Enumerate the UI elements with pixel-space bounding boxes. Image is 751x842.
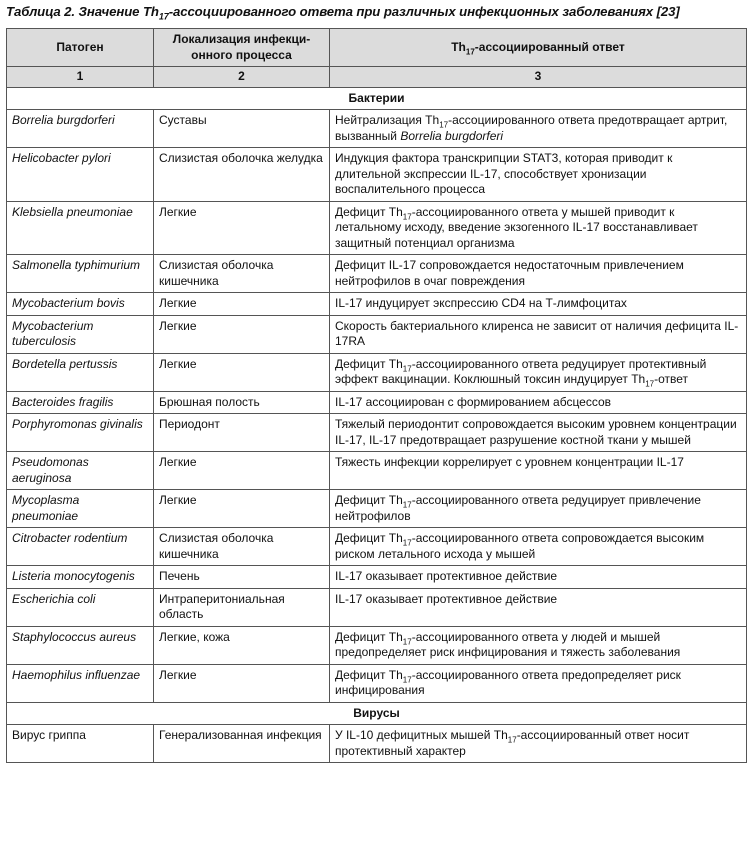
response-text: 17 — [402, 211, 412, 221]
response-text: Индукция фактора транскрипции STAT3, которая приводит к длительной экспрессии IL-17, способствует хронизации воспалительного процесса — [335, 151, 673, 196]
pathogen-cell: Вирус гриппа — [7, 725, 154, 763]
response-text: Borrelia burgdorferi — [400, 128, 504, 143]
response-text: IL-17 индуцирует экспрессию CD4 на Т-лимфоцитах — [335, 296, 627, 310]
response-text: 17 — [507, 735, 517, 745]
table-row — [7, 452, 747, 490]
header-location: Локализация инфекци- онного процесса — [154, 29, 330, 67]
header-pathogen: Патоген — [7, 29, 154, 67]
section-row — [7, 87, 747, 110]
response-cell — [330, 725, 747, 763]
location-cell: Легкие, кожа — [154, 626, 330, 664]
response-text: -ассоциированного ответа сопровождается высоким риском летального исхода у мышей — [335, 531, 705, 561]
pathogen-cell: Pseudomonas aeruginosa — [7, 452, 154, 490]
header-number-3: 3 — [330, 67, 747, 88]
location-cell: Легкие — [154, 353, 330, 391]
response-text: -ответ — [654, 372, 689, 386]
table-row — [7, 528, 747, 566]
response-cell — [330, 566, 747, 589]
pathogen-cell: Mycobacterium bovis — [7, 293, 154, 316]
table-row — [7, 391, 747, 414]
response-text: 17 — [439, 120, 449, 130]
response-text: IL-17 оказывает протективное действие — [335, 569, 558, 583]
response-cell — [330, 391, 747, 414]
response-cell — [330, 452, 747, 490]
pathogen-cell: Mycoplasma pneumoniae — [7, 490, 154, 528]
response-text: У IL-10 дефицитных мышей Th — [335, 728, 508, 742]
response-cell — [330, 148, 747, 202]
data-table — [6, 28, 747, 763]
response-text: IL-17 оказывает протективное действие — [335, 591, 558, 606]
table-row — [7, 353, 747, 391]
response-text: Дефицит Th — [335, 629, 403, 644]
location-cell: Слизистая оболочка желудка — [154, 148, 330, 202]
response-text: 17 — [402, 674, 412, 684]
pathogen-cell: Klebsiella pneumoniae — [7, 201, 154, 255]
response-text: Дефицит Th — [335, 531, 403, 545]
response-text: Дефицит Th — [335, 493, 403, 507]
response-cell — [330, 664, 747, 702]
response-text: -ассоциированного ответа предотвращает артрит, вызванный — [335, 113, 728, 143]
response-text: Дефицит Th — [335, 667, 403, 682]
location-cell: Генерализованная инфекция — [154, 725, 330, 763]
response-cell — [330, 315, 747, 353]
response-text: Дефицит Th — [335, 204, 403, 219]
pathogen-cell: Salmonella typhimurium — [7, 255, 154, 293]
response-text: IL-17 ассоциирован с формированием абсцессов — [335, 394, 612, 409]
response-text: 17 — [402, 538, 412, 548]
header-number-2: 2 — [154, 67, 330, 88]
response-text: 17 — [645, 379, 655, 389]
table-row — [7, 293, 747, 316]
response-text: Нейтрализация Th — [335, 113, 440, 127]
response-text: 17 — [402, 500, 412, 510]
location-cell: Легкие — [154, 293, 330, 316]
section-row — [7, 702, 747, 725]
table-row — [7, 664, 747, 702]
header-number-1: 1 — [7, 67, 154, 88]
location-cell: Легкие — [154, 452, 330, 490]
section-title: Бактерии — [7, 87, 747, 110]
response-text: Тяжесть инфекции коррелирует с уровнем концентрации IL-17 — [335, 455, 684, 469]
response-cell — [330, 201, 747, 255]
pathogen-cell: Bordetella pertussis — [7, 353, 154, 391]
pathogen-cell: Helicobacter pylori — [7, 148, 154, 202]
pathogen-cell: Citrobacter rodentium — [7, 528, 154, 566]
response-cell — [330, 293, 747, 316]
response-cell — [330, 588, 747, 626]
response-cell — [330, 255, 747, 293]
response-cell — [330, 110, 747, 148]
location-cell: Слизистая оболочка кишечника — [154, 255, 330, 293]
table-header — [7, 29, 747, 88]
table-row — [7, 566, 747, 589]
response-cell — [330, 528, 747, 566]
table-row — [7, 148, 747, 202]
table-row — [7, 588, 747, 626]
pathogen-cell: Listeria monocytogenis — [7, 566, 154, 589]
table-row — [7, 315, 747, 353]
pathogen-cell: Escherichia coli — [7, 588, 154, 626]
table-body — [7, 87, 747, 763]
table-row — [7, 255, 747, 293]
pathogen-cell: Borrelia burgdorferi — [7, 110, 154, 148]
response-cell — [330, 626, 747, 664]
table-row — [7, 201, 747, 255]
table-row — [7, 725, 747, 763]
response-cell — [330, 490, 747, 528]
table-row — [7, 110, 747, 148]
response-text: -ассоциированного ответа редуцирует протективный эффект вакцинации. Коклюшный токсин индуцирует Th — [335, 356, 707, 386]
response-text: 17 — [402, 636, 412, 646]
pathogen-cell: Haemophilus influenzae — [7, 664, 154, 702]
pathogen-cell: Staphylococcus aureus — [7, 626, 154, 664]
table-row — [7, 414, 747, 452]
location-cell: Легкие — [154, 664, 330, 702]
location-cell: Печень — [154, 566, 330, 589]
response-cell — [330, 353, 747, 391]
location-cell: Слизистая оболочка кишечника — [154, 528, 330, 566]
response-text: -ассоциированного ответа у людей и мышей предопределяет риск инфицирования и тяжесть заболевания — [335, 629, 681, 659]
location-cell: Легкие — [154, 315, 330, 353]
response-text: 17 — [402, 363, 412, 373]
response-cell — [330, 414, 747, 452]
location-cell: Периодонт — [154, 414, 330, 452]
location-cell: Легкие — [154, 201, 330, 255]
header-response: $Th_{17}$-ассоциированный ответ — [330, 29, 747, 67]
table-caption: Таблица 2. Значение $Th_{17}$-ассоциированного ответа при различных инфекционных заболеваниях [23] — [6, 4, 680, 22]
response-text: -ассоциированный ответ носит протективный характер — [335, 728, 690, 758]
response-text: Тяжелый периодонтит сопровождается высоким уровнем концентрации IL-17, IL-17 предотвращает разрушение костной ткани у мышей — [335, 417, 737, 447]
response-text: -ассоциированного ответа предопределяет риск инфицирования — [335, 667, 681, 697]
table-row — [7, 490, 747, 528]
pathogen-cell: Mycobacterium tuberculosis — [7, 315, 154, 353]
table-row — [7, 626, 747, 664]
response-text: Дефицит IL-17 сопровождается недостаточным привлечением нейтрофилов в очаг повреждения — [335, 258, 684, 288]
response-text: Скорость бактериального клиренса не зависит от наличия дефицита IL-17RA — [335, 318, 739, 348]
section-title: Вирусы — [7, 702, 747, 725]
response-text: -ассоциированного ответа у мышей приводит к летальному исходу, введение экзогенного IL-17 восстанавливает защитный потенциал организма — [335, 204, 698, 250]
pathogen-cell: Porphyromonas givinalis — [7, 414, 154, 452]
location-cell: Легкие — [154, 490, 330, 528]
response-text: Дефицит Th — [335, 356, 403, 371]
response-text: -ассоциированного ответа редуцирует привлечение нейтрофилов — [335, 493, 701, 523]
pathogen-cell: Bacteroides fragilis — [7, 391, 154, 414]
location-cell: Суставы — [154, 110, 330, 148]
location-cell: Интраперитониальная область — [154, 588, 330, 626]
location-cell: Брюшная полость — [154, 391, 330, 414]
